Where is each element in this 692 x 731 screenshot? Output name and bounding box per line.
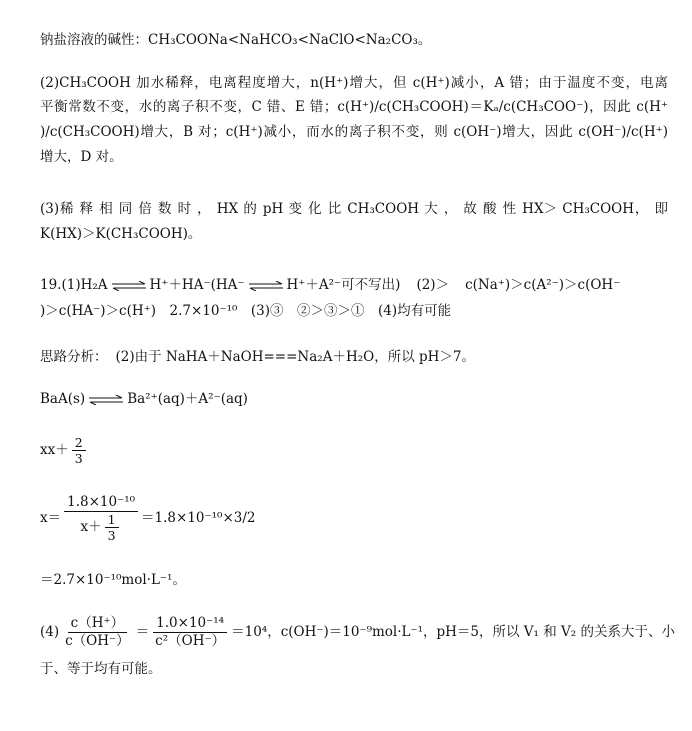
basicity-order-line: 钠盐溶液的碱性：CH₃COONa<NaHCO₃<NaClO<Na₂CO₃。 (40, 32, 432, 48)
fraction-numerator: 1.0×10⁻¹⁴ (153, 615, 227, 633)
baa-right: Ba²⁺(aq)＋A²⁻(aq) (127, 391, 248, 407)
baa-left: BaA(s) (40, 391, 86, 407)
xx-line (40, 432, 668, 468)
fraction-numerator: c（H⁺） (68, 615, 127, 633)
result-line: ＝2.7×10⁻¹⁰mol·L⁻¹。 (40, 572, 186, 588)
one-third-fraction (105, 512, 119, 543)
fraction-denominator: c（OH⁻） (65, 633, 130, 649)
x-eq-denominator (78, 512, 125, 543)
equilibrium-arrow-icon (248, 281, 284, 291)
part2-line-1: (2)CH₃COOH 加水稀释，电离程度增大，n(H⁺)增大，但 c(H⁺)减小，A 错；由于温度不变，电离 (40, 75, 668, 91)
x-eq-den-x: x＋ (80, 519, 102, 535)
equilibrium-arrow-icon (111, 281, 147, 291)
part4-line-2: 于、等于均有可能。 (40, 661, 162, 677)
q19-line-1 (40, 275, 668, 295)
equilibrium-arrow-icon (88, 395, 124, 405)
q19-part2: (2)＞ (416, 277, 450, 293)
analysis-text: (2)由于 NaHA＋NaOH===Na₂A＋H₂O，所以 pH＞7。 (115, 349, 476, 365)
x-equation-fraction (64, 494, 138, 543)
kw-over-oh2-fraction (152, 615, 228, 650)
q19-ion-order: c(Na⁺)＞c(A²⁻)＞c(OH⁻ (465, 277, 621, 293)
part2-line-2: 平衡常数不变，水的离子积不变，C 错、E 错；c(H⁺)/c(CH₃COOH)＝Kₐ/c(CH₃COO⁻)，因此 c(H⁺ (40, 99, 668, 115)
fraction-numerator: 1 (105, 512, 119, 528)
x-equation-line (40, 494, 668, 543)
x-eq-numerator: 1.8×10⁻¹⁰ (64, 494, 138, 512)
q19-line-2: )＞c(HA⁻)＞c(H⁺) 2.7×10⁻¹⁰ (3)③ ②＞③＞① (4)均有可能 (40, 303, 452, 319)
x-eq-rhs: ＝1.8×10⁻¹⁰×3/2 (141, 510, 256, 526)
part2-line-3: )/c(CH₃COOH)增大，B 对；c(H⁺)减小，而水的离子积不变，则 c(OH⁻)增大，因此 c(OH⁻)/c(H⁺) (40, 124, 668, 140)
part4-rest: ＝10⁴，c(OH⁻)＝10⁻⁹mol·L⁻¹，pH＝5，所以 V₁ 和 V₂ 的关系大于、小 (231, 624, 676, 640)
part4-label: (4) (40, 624, 60, 640)
xx-text: xx＋ (40, 442, 69, 458)
q19-prefix: 19.(1)H₂A (40, 277, 108, 293)
analysis-line (40, 347, 668, 367)
x-eq-lhs: x＝ (40, 510, 62, 526)
part4-eq: ＝ (135, 624, 150, 640)
part2-line-4: 增大，D 对。 (40, 149, 123, 165)
part4-line-1 (40, 612, 676, 652)
fraction-numerator: 2 (72, 435, 86, 451)
part3-line-2: K(HX)＞K(CH₃COOH)。 (40, 226, 202, 242)
two-thirds-fraction (72, 435, 86, 466)
fraction-denominator: 3 (74, 451, 83, 466)
fraction-denominator: 3 (107, 528, 116, 543)
fraction-denominator: c²（OH⁻） (155, 633, 226, 649)
q19-eq-mid: H⁺＋HA⁻(HA⁻ (149, 277, 245, 293)
analysis-label: 思路分析： (40, 349, 108, 365)
part3-line-1: (3)稀 释 相 同 倍 数 时 ， HX 的 pH 变 化 比 CH₃COOH 大 ， 故 酸 性 HX＞ CH₃COOH， 即 (40, 201, 668, 217)
q19-eq-end: H⁺＋A²⁻可不写出) (286, 277, 401, 293)
h-over-oh-fraction (62, 615, 133, 650)
baa-equilibrium-line (40, 389, 668, 409)
